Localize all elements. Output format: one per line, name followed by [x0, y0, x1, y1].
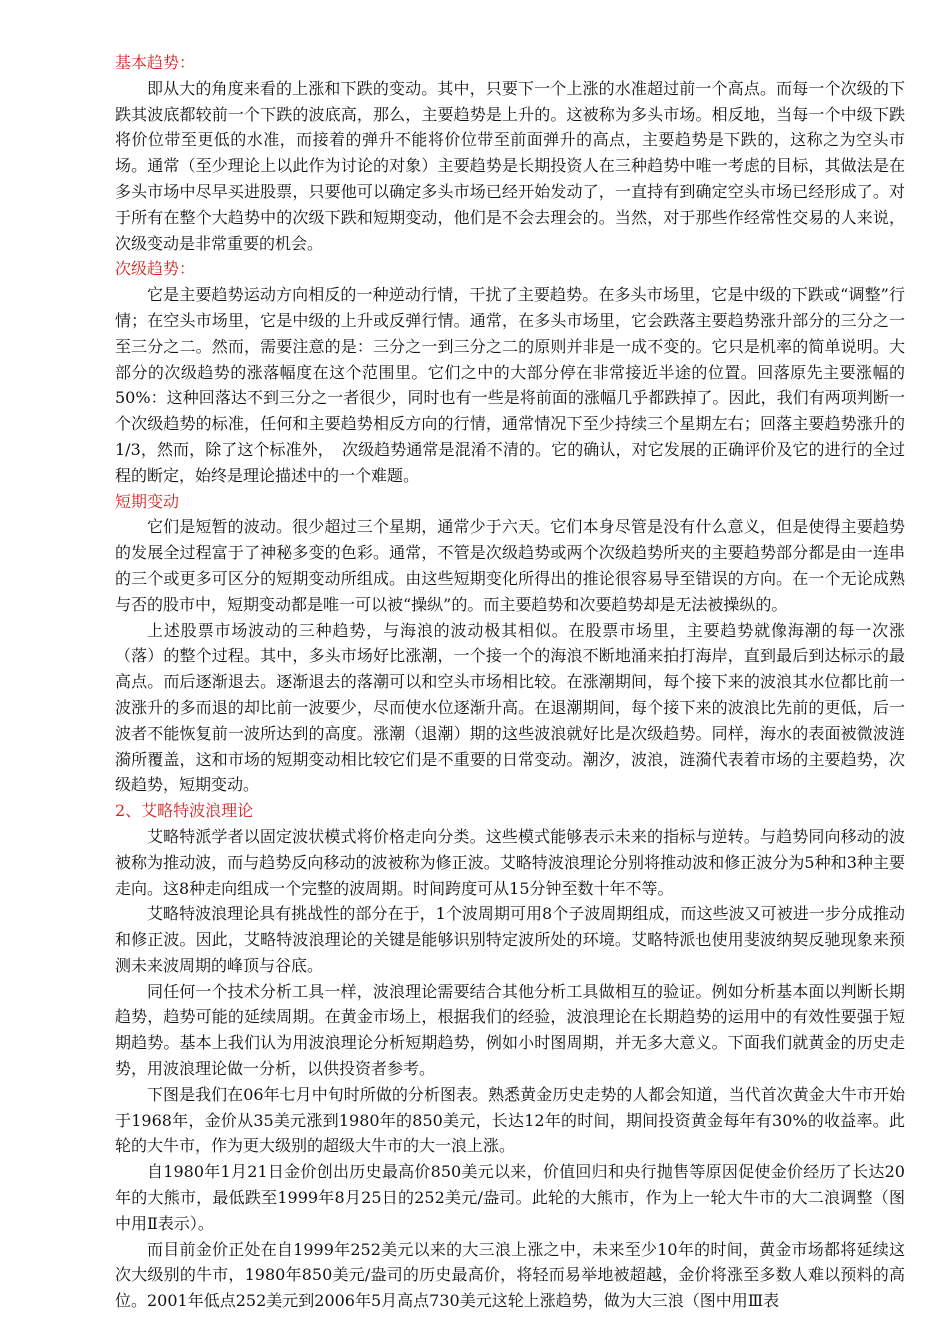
section-short-term-change [115, 489, 905, 799]
paragraph: 艾略特波浪理论具有挑战性的部分在于，1个波周期可用8个子波周期组成，而这些波又可被进一步分成推动和修正波。因此，艾略特波浪理论的关键是能够识别特定波所处的环境。艾略特派也使用斐波纳契反驰现象来预测未来波周期的峰顶与谷底。 [115, 904, 905, 975]
paragraph: 同任何一个技术分析工具一样，波浪理论需要结合其他分析工具做相互的验证。例如分析基本面以判断长期趋势，趋势可能的延续周期。在黄金市场上，根据我们的经验，波浪理论在长期趋势的运用中的有效性要强于短期趋势。基本上我们认为用波浪理论分析短期趋势，例如小时图周期，并无多大意义。下面我们就黄金的历史走势，用波浪理论做一分析，以供投资者参考。 [115, 981, 905, 1079]
section-heading: 2、艾略特波浪理论 [115, 801, 254, 821]
section-heading: 短期变动 [115, 491, 180, 511]
paragraph: 下图是我们在06年七月中旬时所做的分析图表。熟悉黄金历史走势的人都会知道，当代首次黄金大牛市开始于1968年，金价从35美元涨到1980年的850美元，长达12年的时间，期间投资黄金每年有30%的收益率。此轮的大牛市，作为更大级别的超级大牛市的大一浪上涨。 [115, 1084, 905, 1156]
paragraph: 自1980年1月21日金价创出历史最高价850美元以来，价值回归和央行抛售等原因促使金价经历了长达20年的大熊市，最低跌至1999年8月25日的252美元/盎司。此轮的大熊市，作为上一轮大牛市的大二浪调整（图中用Ⅱ表示）。 [115, 1162, 905, 1233]
section-secondary-trend [115, 256, 905, 488]
paragraph: 它们是短暂的波动。很少超过三个星期，通常少于六天。它们本身尽管是没有什么意义，但是使得主要趋势的发展全过程富于了神秘多变的色彩。通常，不管是次级趋势或两个次级趋势所夹的主要趋势部分都是由一连串的三个或更多可区分的短期变动所组成。由这些短期变化所得出的推论很容易导至错误的方向。在一个无论成熟与否的股市中，短期变动都是唯一可以被“操纵”的。而主要趋势和次要趋势却是无法被操纵的。 [115, 517, 905, 614]
section-basic-trend [115, 50, 905, 256]
paragraph: 艾略特派学者以固定波状模式将价格走向分类。这些模式能够表示未来的指标与逆转。与趋势同向移动的波被称为推动波，而与趋势反向移动的波被称为修正波。艾略特波浪理论分别将推动波和修正波分为5种和3种主要走向。这8种走向组成一个完整的波周期。时间跨度可从15分钟至数十年不等。 [115, 826, 905, 898]
section-heading: 基本趋势： [115, 53, 196, 72]
paragraph: 它是主要趋势运动方向相反的一种逆动行情，干扰了主要趋势。在多头市场里，它是中级的下跌或“调整”行情；在空头市场里，它是中级的上升或反弹行情。通常，在多头市场里，它会跌落主要趋势涨升部分的三分之一至三分之二。然而，需要注意的是：三分之一到三分之二的原则并非是一成不变的。它只是机率的简单说明。大部分的次级趋势的涨落幅度在这个范围里。它们之中的大部分停在非常接近半途的位置。回落原先主要涨幅的50%：这种回落达不到三分之一者很少，同时也有一些是将前面的涨幅几乎都跌掉了。因此，我们有两项判断一个次级趋势的标准，任何和主要趋势相反方向的行情，通常情况下至少持续三个星期左右；回落主要趋势涨升的1/3，然而，除了这个标准外， 次级趋势通常是混淆不清的。它的确认，对它发展的正确评价及它的进行的全过程的断定，始终是理论描述中的一个难题。 [115, 285, 905, 485]
document-page [115, 50, 905, 1314]
paragraph: 而目前金价正处在自1999年252美元以来的大三浪上涨之中，未来至少10年的时间，黄金市场都将延续这次大级别的牛市，1980年850美元/盎司的历史最高价，将轻而易举地被超越，金价将涨至多数人难以预料的高位。2001年低点252美元到2006年5月高点730美元这轮上涨趋势，做为大三浪（图中用Ⅲ表 [115, 1239, 905, 1311]
paragraph: 即从大的角度来看的上涨和下跌的变动。其中，只要下一个上涨的水准超过前一个高点。而每一个次级的下跌其波底都较前一个下跌的波底高，那么，主要趋势是上升的。这被称为多头市场。相反地，当每一个中级下跌将价位带至更低的水准，而接着的弹升不能将价位带至前面弹升的高点，主要趋势是下跌的，这称之为空头市场。通常（至少理论上以此作为讨论的对象）主要趋势是长期投资人在三种趋势中唯一考虑的目标，其做法是在多头市场中尽早买进股票，只要他可以确定多头市场已经开始发动了，一直持有到确定空头市场已经形成了。对于所有在整个大趋势中的次级下跌和短期变动，他们是不会去理会的。当然，对于那些作经常性交易的人来说，次级变动是非常重要的机会。 [115, 78, 905, 253]
section-elliott-wave [115, 798, 905, 1314]
section-heading: 次级趋势： [115, 259, 196, 279]
paragraph: 上述股票市场波动的三种趋势，与海浪的波动极其相似。在股票市场里，主要趋势就像海潮的每一次涨（落）的整个过程。其中，多头市场好比涨潮，一个接一个的海浪不断地涌来拍打海岸，直到最后到达标示的最高点。而后逐渐退去。逐渐退去的落潮可以和空头市场相比较。在涨潮期间，每个接下来的波浪其水位都比前一波涨升的多而退的却比前一波要少，尽而使水位逐渐升高。在退潮期间，每个接下来的波浪比先前的更低，后一波者不能恢复前一波所达到的高度。涨潮（退潮）期的这些波浪就好比是次级趋势。同样，海水的表面被微波涟漪所覆盖，这和市场的短期变动相比较它们是不重要的日常变动。潮汐，波浪，涟漪代表着市场的主要趋势，次级趋势，短期变动。 [115, 620, 905, 795]
